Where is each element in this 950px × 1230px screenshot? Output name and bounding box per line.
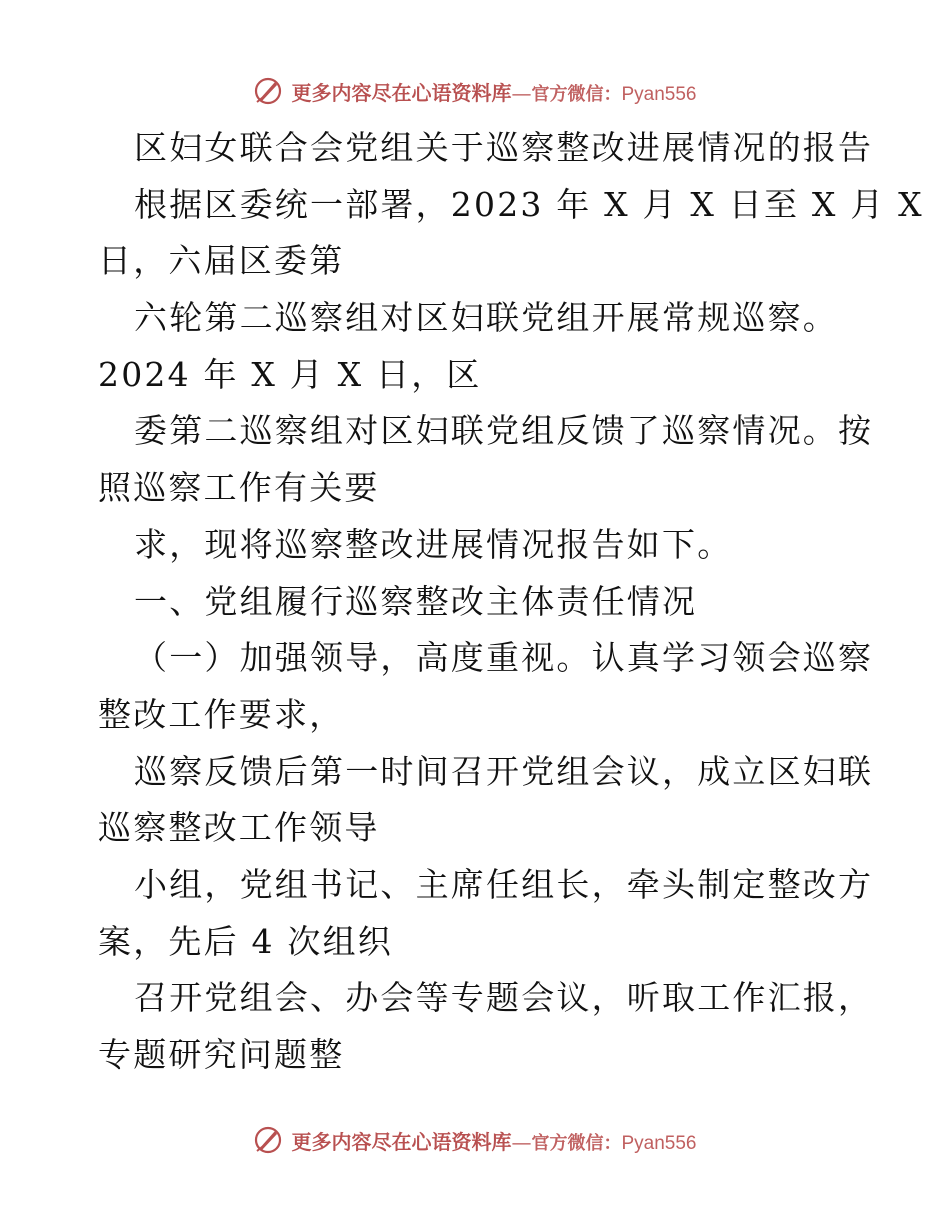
watermark-dash: — <box>511 80 532 105</box>
paragraph-line: 日，六届区委第 <box>98 241 345 281</box>
paragraph-line: 巡察整改工作领导 <box>98 808 380 848</box>
paragraph-line: 根据区委统一部署，2023 年 X 月 X 日至 X 月 X <box>134 184 924 224</box>
paragraph-line: 专题研究问题整 <box>98 1035 345 1074</box>
paragraph-line: 照巡察工作有关要 <box>98 468 380 508</box>
paragraph-line: 六轮第二巡察组对区妇联党组开展常规巡察。 <box>134 298 838 338</box>
watermark-wechat-label: 官方微信： <box>531 1132 622 1154</box>
footer-watermark <box>0 1120 950 1160</box>
document-body <box>98 120 924 1084</box>
paragraph-line: 巡察反馈后第一时间召开党组会议，成立区妇联 <box>134 751 874 791</box>
watermark-wechat-id: Pyan556 <box>621 1132 697 1154</box>
paragraph-line: 小组，党组书记、主席任组长，牵头制定整改方 <box>134 864 874 904</box>
quill-logo-icon <box>253 1125 283 1155</box>
paragraph-line: 整改工作要求， <box>98 694 345 734</box>
paragraph-line: 2024 年 X 月 X 日，区 <box>98 354 482 394</box>
watermark-main: 更多内容尽在心语资料库 <box>291 1129 512 1154</box>
quill-logo-icon <box>253 76 283 106</box>
watermark-main: 更多内容尽在心语资料库 <box>291 80 512 105</box>
paragraph-line: （一）加强领导，高度重视。认真学习领会巡察 <box>134 638 874 678</box>
paragraph-line: 求，现将巡察整改进展情况报告如下。 <box>134 524 733 564</box>
paragraph-line: 委第二巡察组对区妇联党组反馈了巡察情况。按 <box>134 411 874 451</box>
watermark-wechat-label: 官方微信： <box>531 83 622 105</box>
paragraph-line: 案，先后 4 次组织 <box>98 921 393 961</box>
section-heading: 一、党组履行巡察整改主体责任情况 <box>134 581 698 621</box>
document-title: 区妇女联合会党组关于巡察整改进展情况的报告 <box>134 128 874 167</box>
watermark-wechat-id: Pyan556 <box>621 83 697 105</box>
watermark-dash: — <box>511 1129 532 1154</box>
header-watermark <box>0 71 950 111</box>
watermark-text <box>291 77 696 106</box>
paragraph-line: 召开党组会、办会等专题会议，听取工作汇报， <box>134 978 874 1018</box>
watermark-text <box>291 1126 696 1155</box>
